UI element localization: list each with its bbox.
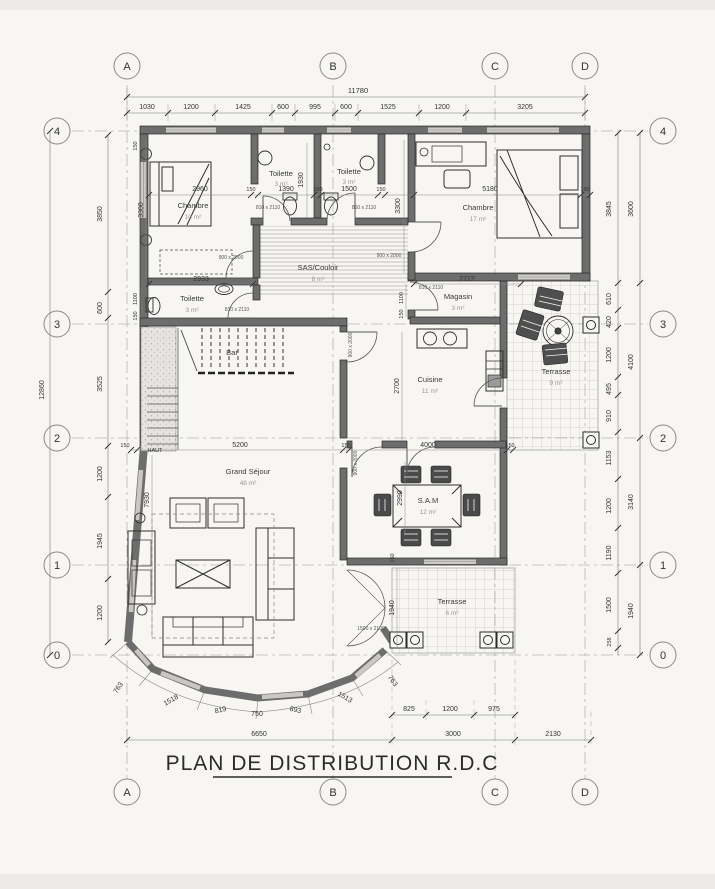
dim-inner-v-150: 150	[133, 141, 139, 151]
dim-inner-v-3300a: 3300	[138, 202, 145, 218]
room-area-chambre2: 17 m²	[469, 216, 487, 223]
door-label-900-3: 900 x 2000	[348, 332, 354, 358]
door-label-810-4: 810 x 2110	[418, 285, 444, 291]
grid-bubble-left-0: 0	[53, 650, 61, 662]
armchair	[208, 498, 244, 528]
bed1-pillow	[162, 167, 173, 191]
dim-right-10: 258	[607, 637, 613, 647]
room-area-grand-sejour: 48 m²	[239, 480, 257, 487]
dim-arc-0: 763	[112, 681, 125, 695]
grid-bubble-bottom-d: D	[581, 787, 589, 799]
door-label-1500: 1500 x 2100	[357, 626, 385, 632]
dim-row-5200: 5200	[232, 442, 248, 449]
door-label-810-2: 810 x 2110	[351, 205, 377, 211]
room-label-terrasse1: Terrasse	[541, 367, 571, 376]
bed2-pillow	[560, 156, 578, 190]
dim-right-0: 3845	[606, 201, 613, 217]
dim-right-outer-2: 3140	[628, 494, 635, 510]
room-label-bar: Bar	[226, 348, 238, 357]
grid-bubble-right-4: 4	[659, 126, 667, 138]
sink-bowl-icon	[444, 332, 457, 345]
dim-inner-v-3300b: 3300	[395, 198, 402, 214]
dim-arc-3: 750	[251, 711, 263, 718]
shower-head-icon	[324, 144, 330, 150]
grid-bubble-left-4: 4	[53, 126, 61, 138]
dim-left-total: 12860	[39, 380, 46, 400]
grid-bubble-right-2: 2	[659, 433, 667, 445]
dim-inner-5180: 5180	[482, 186, 498, 193]
dim-bottom-total-0: 3000	[445, 731, 461, 738]
dim-top-2: 1425	[235, 104, 251, 111]
room-label-grand-sejour: Grand Séjour	[225, 467, 271, 476]
room-area-chambre1: 10 m²	[184, 214, 202, 221]
dim-top-3: 600	[277, 104, 289, 111]
grid-bubble-left-1: 1	[53, 560, 61, 572]
dim-right-1: 610	[606, 293, 613, 305]
room-label-cuisine: Cuisine	[417, 375, 443, 384]
dim-inner-2712: 2712	[459, 276, 475, 283]
dim-arc-total: 6650	[251, 731, 267, 738]
dim-top-8: 3205	[517, 104, 533, 111]
dim-inner-v-150b: 150	[399, 309, 405, 319]
page-title: PLAN DE DISTRIBUTION R.D.C	[165, 752, 499, 775]
grid-bubble-top-b: B	[329, 61, 337, 73]
dim-inner-v-7930: 7930	[144, 492, 151, 508]
grid-bubble-right-3: 3	[659, 319, 667, 331]
room-area-toilette3: 3 m²	[185, 307, 199, 314]
dim-row-150c: 150	[505, 443, 515, 449]
dim-right-6: 1153	[606, 450, 613, 466]
scan-edge-top	[0, 0, 715, 10]
room-label-terrasse2: Terrasse	[437, 597, 467, 606]
closet-dashed	[160, 250, 232, 274]
dim-inner-2960: 2960	[192, 186, 208, 193]
room-label-sam: S.A.M	[417, 496, 439, 505]
dim-right-8: 1190	[606, 545, 613, 561]
room-area-magasin: 3 m²	[451, 305, 465, 312]
dim-top-total: 11780	[347, 86, 369, 95]
grid-bubble-top-d: D	[581, 61, 589, 73]
dim-left-5: 1200	[97, 605, 104, 621]
room-label-toilette3: Toilette	[180, 294, 204, 303]
dim-row-150b: 150	[341, 443, 351, 449]
door-label-900-4: 900 x 2000	[353, 450, 359, 476]
room-area-terrasse2: 6 m²	[445, 610, 459, 617]
dim-top-0: 1030	[139, 104, 155, 111]
grid-bubble-left-3: 3	[53, 319, 61, 331]
grid-bubble-left-2: 2	[53, 433, 61, 445]
room-label-toilette1: Toilette	[269, 169, 293, 178]
dim-arc-4: 893	[288, 705, 302, 716]
room-label-sas: SAS/Couloir	[297, 263, 339, 272]
room-area-sam: 12 m²	[419, 509, 437, 516]
dim-inner-v-2700: 2700	[394, 378, 401, 394]
dim-arc-1: 1518	[162, 693, 180, 708]
dim-right-outer-0: 3600	[628, 201, 635, 217]
grid-bubble-top-c: C	[491, 61, 499, 73]
chair	[431, 466, 451, 483]
room-label-magasin: Magasin	[443, 292, 473, 301]
dim-right-outer-3: 1940	[628, 603, 635, 619]
chair	[401, 529, 421, 546]
dim-inner-150d: 150	[580, 187, 590, 193]
dim-inner-v-1940: 1940	[389, 600, 396, 616]
stairs-up-label: HAUT	[147, 448, 163, 454]
grid-bubble-bottom-c: C	[491, 787, 499, 799]
dim-inner-150a: 150	[246, 187, 256, 193]
grid-bubble-top-a: A	[123, 61, 131, 73]
dim-inner-150c: 150	[376, 187, 386, 193]
room-area-cuisine: 11 m²	[421, 388, 439, 395]
sas-hatch	[260, 226, 408, 296]
grid-bubble-bottom-b: B	[329, 787, 337, 799]
dim-right-9: 1500	[606, 597, 613, 613]
dim-arc-2: 819	[214, 705, 228, 716]
dim-arc-5: 1513	[336, 690, 354, 705]
dim-inner-1390: 1390	[278, 186, 294, 193]
dim-bottom-1: 1200	[442, 706, 458, 713]
desk	[416, 142, 486, 166]
room-area-toilette2: 3 m²	[342, 179, 356, 186]
chair	[401, 466, 421, 483]
dim-left-2: 3525	[97, 376, 104, 392]
chair	[463, 494, 480, 516]
dim-inner-v-1930: 1930	[298, 172, 305, 188]
sink-bowl-icon	[424, 332, 437, 345]
chair	[374, 494, 391, 516]
grid-bubble-right-0: 0	[659, 650, 667, 662]
dim-bottom-0: 825	[403, 706, 415, 713]
dim-right-5: 910	[606, 410, 613, 422]
room-label-chambre2: Chambre	[462, 203, 494, 212]
dim-inner-v-150c: 150	[390, 553, 396, 563]
room-area-sas: 8 m²	[311, 276, 325, 283]
dim-inner-v-1100b: 1100	[399, 292, 405, 304]
chair	[431, 529, 451, 546]
armchair	[170, 498, 206, 528]
dim-inner-v-150a: 150	[133, 311, 139, 321]
lamp-icon	[137, 605, 147, 615]
room-area-terrasse1: 9 m²	[549, 380, 563, 387]
dim-left-3: 1200	[97, 466, 104, 482]
desk-chair	[444, 170, 470, 188]
sofa-vertical	[256, 528, 294, 620]
dim-inner-150b: 150	[313, 187, 323, 193]
dim-left-4: 1945	[97, 533, 104, 549]
dim-top-7: 1200	[434, 104, 450, 111]
room-area-toilette1: 3 m²	[274, 181, 288, 188]
grid-bubble-right-1: 1	[659, 560, 667, 572]
title-block	[166, 752, 499, 777]
sink-icon	[258, 151, 272, 165]
dim-right-7: 1200	[606, 498, 613, 514]
dim-arc-6: 763	[386, 674, 399, 688]
bed1-headboard	[150, 162, 159, 226]
dim-top-6: 1525	[380, 104, 396, 111]
dim-top-5: 600	[340, 104, 352, 111]
dim-left-0: 3850	[97, 206, 104, 222]
dim-right-4: 495	[606, 383, 613, 395]
dim-row-150a: 150	[120, 443, 130, 449]
door-label-900-2: 900 x 2000	[376, 253, 402, 259]
dim-bottom-total-1: 2130	[545, 731, 561, 738]
dim-row-4000: 4000	[420, 442, 436, 449]
dim-right-2: 420	[606, 316, 613, 328]
dim-inner-1500: 1500	[341, 186, 357, 193]
dim-right-outer-1: 4100	[628, 354, 635, 370]
door-label-810-3: 810 x 2110	[224, 307, 250, 313]
sofa-horizontal	[163, 617, 253, 657]
dim-left-1: 600	[97, 302, 104, 314]
scan-edge-bottom	[0, 874, 715, 889]
dim-inner-v-2990: 2990	[397, 490, 404, 506]
kitchen-counter	[417, 329, 467, 348]
room-label-chambre1: Chambre	[177, 201, 209, 210]
dim-inner-v-1100a: 1100	[133, 293, 139, 305]
bed2-pillow	[560, 194, 578, 228]
door-label-900-1: 900 x 2000	[218, 255, 244, 261]
grid-bubble-bottom-a: A	[123, 787, 131, 799]
dim-right-3: 1200	[606, 347, 613, 363]
door-label-810-1: 810 x 2110	[255, 205, 281, 211]
dim-top-1: 1200	[183, 104, 199, 111]
dim-bottom-2: 975	[488, 706, 500, 713]
stairs	[141, 327, 294, 451]
dim-inner-2933: 2933	[193, 276, 209, 283]
sink-icon	[360, 156, 374, 170]
patio-chair	[542, 343, 568, 365]
dim-top-4: 995	[309, 104, 321, 111]
room-label-toilette2: Toilette	[337, 167, 361, 176]
stair-direction-line	[181, 330, 197, 371]
